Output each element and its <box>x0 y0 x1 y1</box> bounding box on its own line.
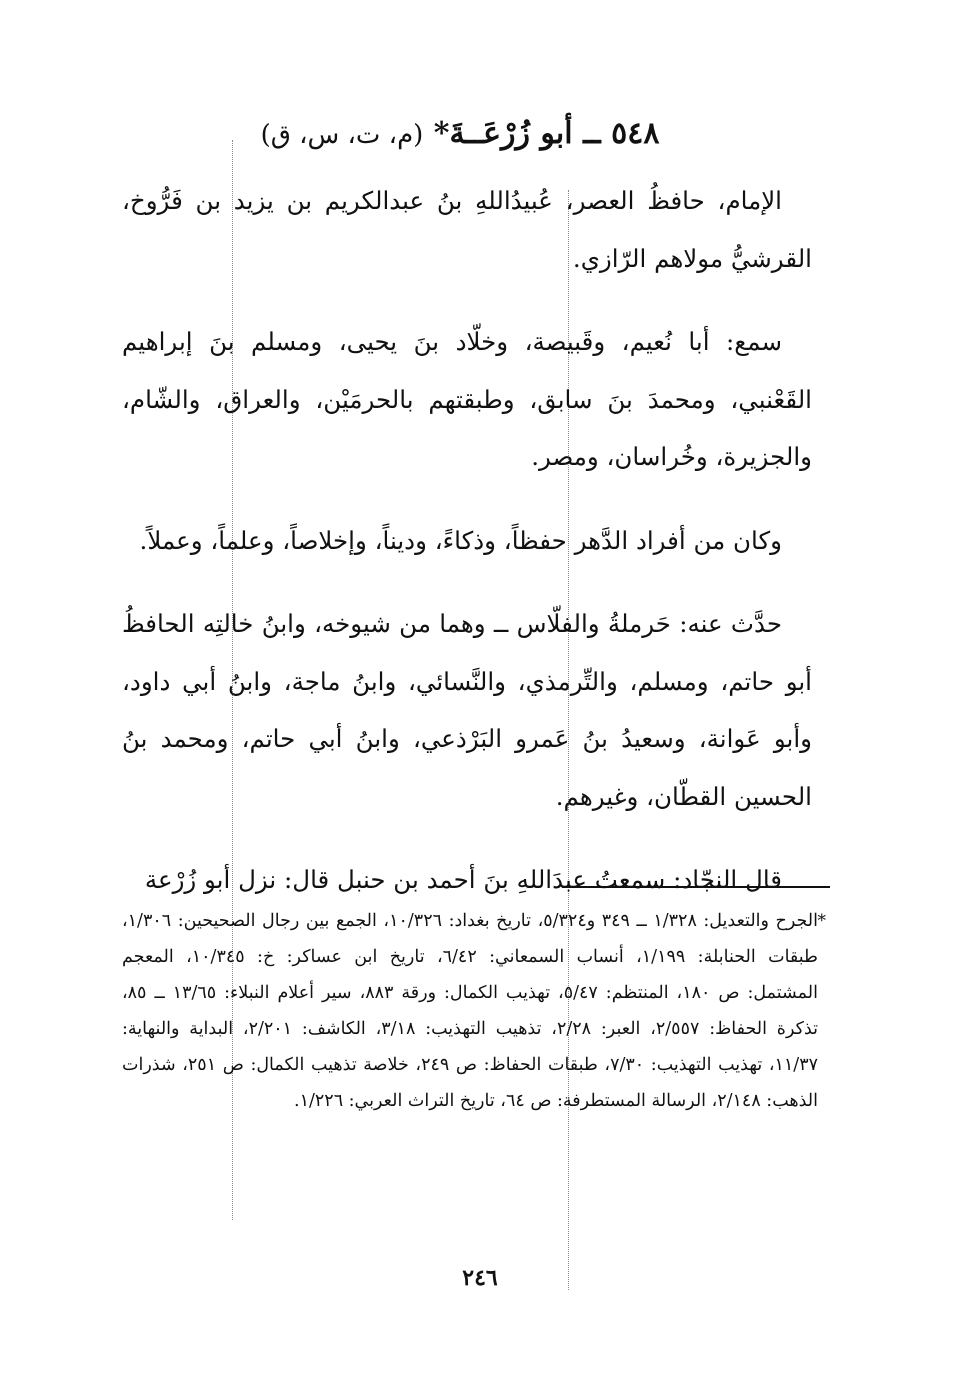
footnote-marker: * <box>817 911 826 931</box>
paragraph-students: حدَّث عنه: حَرملةُ والفلّاس ــ وهما من شيوخه، وابنُ خالتِه الحافظُ أبو حاتم، ومسلم، والتِّرمذي، والنَّسائي، وابنُ ماجة، وابنُ أبي داود، وأبو عَوانة، وسعيدُ بنُ عَمرو البَرْذعي، وابنُ أبي حاتم، ومحمد بنُ الحسين القطّان، وغيرهم. <box>122 609 812 811</box>
paragraph-quote: قال النجّاد: سمعتُ عبدَاللهِ بنَ أحمد بن حنبل قال: نزل أبو زُرْعة <box>144 865 782 894</box>
footnote-text: الجرح والتعديل: ١/٣٢٨ ــ ٣٤٩ و٥/٣٢٤، تاريخ بغداد: ١٠/٣٢٦، الجمع بين رجال الصحيحين: ١/٣٠٦، طبقات الحنابلة: ١/١٩٩، أنساب السمعاني: ٦/٤٢، تاريخ ابن عساكر: خ: ١٠/٣٤٥، المعجم المشتمل: ص ١٨٠، المنتظم: ٥/٤٧، تهذيب الكمال: ورقة ٨٨٣، سير أعلام النبلاء: ١٣/٦٥ ــ ٨٥، تذكرة الحفاظ: ٢/٥٥٧، العبر: ٢/٢٨، تذهيب التهذيب: ٣/١٨، الكاشف: ٢/٢٠١، البداية والنهاية: ١١/٣٧، تهذيب التهذيب: ٧/٣٠، طبقات الحفاظ: ص ٢٤٩، خلاصة تذهيب الكمال: ص ٢٥١، شذرات الذهب: ٢/١٤٨، الرسالة المستطرفة: ص ٦٤، تاريخ التراث العربي: ١/٢٢٦. <box>122 911 819 1111</box>
entry-heading <box>120 112 800 157</box>
paragraph-virtues: وكان من أفراد الدَّهر حفظاً، وذكاءً، وديناً، وإخلاصاً، وعلماً، وعملاً. <box>139 525 782 555</box>
page-number: ٢٤٦ <box>462 1265 498 1291</box>
paragraph-lineage: الإمام، حافظُ العصر، عُبيدُاللهِ بنُ عبدالكريم بن يزيد بن فَرُّوخ، القرشيُّ مولاهم الرّازي. <box>122 186 812 273</box>
footnote <box>122 903 826 1119</box>
entry-title: ٥٤٨ ــ أبو زُرْعَــةَ* <box>433 116 660 151</box>
footnote-divider <box>562 886 830 888</box>
entry-body <box>122 172 812 909</box>
entry-sigla: (م، ت، س، ق) <box>260 120 424 150</box>
paragraph-teachers: سمع: أبا نُعيم، وقَبيصة، وخلّاد بنَ يحيى، ومسلم بنَ إبراهيم القَعْنبي، ومحمدَ بنَ سابق، وطبقتهم بالحرمَيْن، والعراق، والشّام، والجزيرة، وخُراسان، ومصر. <box>122 327 812 471</box>
